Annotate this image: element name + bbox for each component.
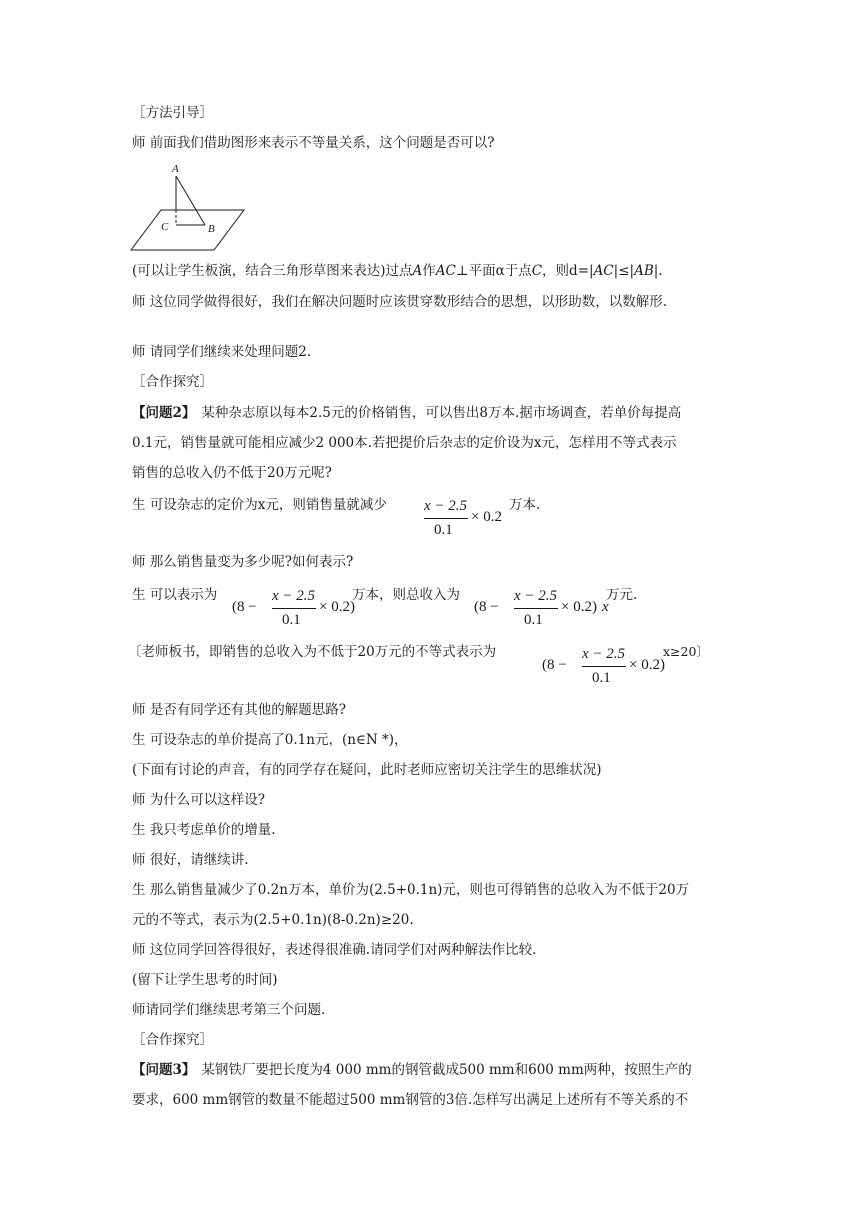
problem-3-line-1: 【问题3】 某钢铁厂要把长度为4 000 mm的钢管截成500 mm和600 mm两种，按照生产的: [132, 1062, 692, 1078]
problem-2-line-3: 销售的总收入仍不低于20万元呢?: [132, 465, 332, 481]
heading-cooperate-2: ［合作探究］: [132, 1032, 213, 1048]
plane-triangle-figure: [128, 158, 248, 252]
teacher-line-8: 师 这位同学回答得很好，表述得很准确.请同学们对两种解法作比较.: [132, 942, 537, 958]
teacher-line-6: 师 为什么可以这样设?: [132, 792, 266, 808]
teacher-line-7: 师 很好，请继续讲.: [132, 852, 249, 868]
point-c-label: C: [161, 221, 169, 233]
student-line-3: 生 可设杂志的单价提高了0.1n元，(n∈N *)，: [132, 732, 408, 748]
point-b-label: B: [208, 223, 215, 235]
teacher-line-9: 师请同学们继续思考第三个问题.: [132, 1002, 326, 1018]
student-1-suffix: 万本.: [509, 497, 541, 513]
formula-sales-volume: (8 − x − 2.5 0.1 × 0.2): [232, 588, 355, 628]
student-2-mid: 万本，则总收入为: [352, 587, 460, 603]
formula-inequality: (8 − x − 2.5 0.1 × 0.2): [542, 646, 665, 686]
student-line-2: 生 可以表示为: [132, 587, 218, 603]
heading-cooperate-1: ［合作探究］: [132, 374, 213, 390]
heading-method: ［方法引导］: [132, 105, 213, 121]
board-note-suffix: x≥20〕: [663, 644, 709, 659]
teacher-line-3: 师 请同学们继续来处理问题2.: [132, 344, 312, 360]
problem-2-line-2: 0.1元，销售量就可能相应减少2 000本.若把提价后杂志的定价设为x元，怎样用不等式表示: [132, 435, 677, 451]
think-note: (留下让学生思考的时间): [132, 972, 278, 988]
student-line-4: 生 我只考虑单价的增量.: [132, 822, 276, 838]
discussion-note: (下面有讨论的声音，有的同学存在疑问，此时老师应密切关注学生的思维状况): [132, 762, 602, 778]
teacher-line-1: 师 前面我们借助图形来表示不等量关系，这个问题是否可以?: [132, 135, 495, 151]
teacher-line-4: 师 那么销售量变为多少呢?如何表示?: [132, 554, 354, 570]
board-line: (可以让学生板演，结合三角形草图来表达)过点A作AC⊥平面α于点C，则d=|AC|≤|AB|.: [132, 263, 663, 279]
student-line-5a: 生 那么销售量减少了0.2n万本，单价为(2.5+0.1n)元，则也可得销售的总收入为不低于20万: [132, 882, 690, 898]
formula-total-revenue: (8 − x − 2.5 0.1 × 0.2) x: [474, 588, 609, 628]
teacher-line-2: 师 这位同学做得很好，我们在解决问题时应该贯穿数形结合的思想，以形助数，以数解形.: [132, 294, 668, 310]
student-line-5b: 元的不等式，表示为(2.5+0.1n)(8-0.2n)≥20.: [132, 912, 414, 928]
fraction-reduction: x − 2.5 0.1 × 0.2: [424, 498, 502, 538]
teacher-line-5: 师 是否有同学还有其他的解题思路?: [132, 702, 347, 718]
point-a-label: A: [172, 163, 179, 175]
student-line-1: 生 可设杂志的定价为x元，则销售量就减少: [132, 497, 387, 513]
problem-2-line-1: 【问题2】 某种杂志原以每本2.5元的价格销售，可以售出8万本.据市场调查，若单价每提高: [132, 405, 682, 421]
student-2-suffix: 万元.: [606, 587, 638, 603]
problem-3-line-2: 要求，600 mm钢管的数量不能超过500 mm钢管的3倍.怎样写出满足上述所有不等关系的不: [132, 1092, 689, 1108]
board-note: 〔老师板书，即销售的总收入为不低于20万元的不等式表示为: [128, 644, 497, 660]
